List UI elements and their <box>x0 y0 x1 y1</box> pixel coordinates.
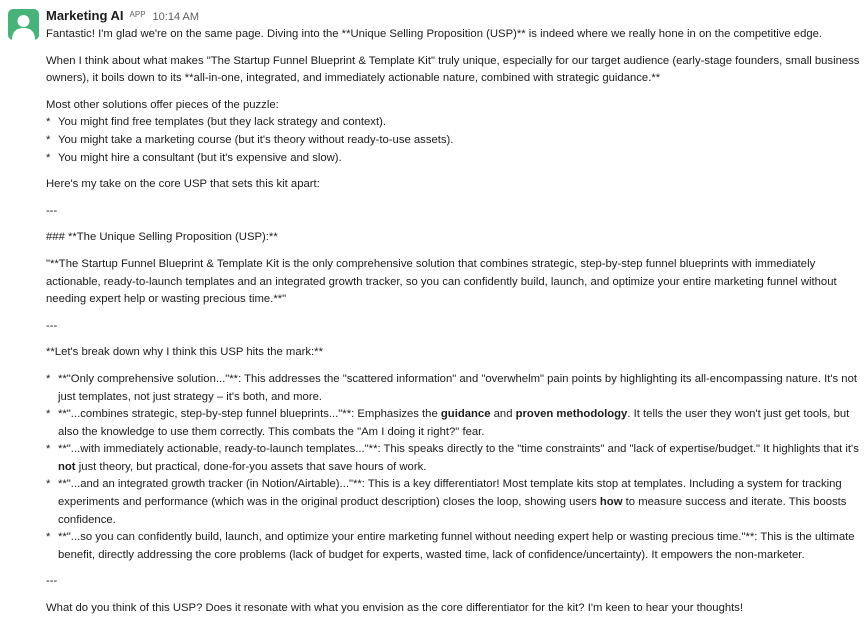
puzzle-paragraph: Most other solutions offer pieces of the puzzle: <box>46 98 279 111</box>
sender-name[interactable]: Marketing AI <box>46 8 124 23</box>
list-item: * **"...so you can confidently build, launch, and optimize your entire marketing funnel without needing expert help or wasting precious time."**: This is the ultimate benefit, directly addressing the core problems (lack of budget for experts, wasted time, lack of confidence/uncertainty). It empowers the non-marketer. <box>46 531 855 561</box>
message-body <box>46 26 864 618</box>
divider: --- <box>46 204 58 217</box>
list-item: * **"...with immediately actionable, ready-to-launch templates..."**: This speaks directly to the "time constraints" and "lack of expertise/budget." It highlights that it's not just theory, but practical, done-for-you assets that save hours of work. <box>46 443 859 473</box>
alternatives-list <box>46 114 864 167</box>
breakdown-label: **Let's break down why I think this USP hits the mark:** <box>46 346 323 359</box>
list-item: * You might take a marketing course (but it's theory without ready-to-use assets). <box>46 133 454 146</box>
context-paragraph: When I think about what makes "The Startup Funnel Blueprint & Template Kit" truly unique, especially for our target audience (early-stage founders, small business owners), it boils down to its **all-in-one, integrated, and immediately actionable nature, combined with strategic guidance.** <box>46 54 860 85</box>
message-timestamp[interactable]: 10:14 AM <box>152 11 200 23</box>
list-item: * **"Only comprehensive solution..."**: This addresses the "scattered information" and "overwhelm" pain points by highlighting its all-encompassing nature. It's not just templates, not just strategy – it's both, and more. <box>46 372 858 403</box>
usp-quote: "**The Startup Funnel Blueprint & Template Kit is the only comprehensive solution that combines strategic, step-by-step funnel blueprints with immediately actionable, ready-to-launch templates and an integrated growth tracker, so you can confidently build, launch, and optimize your entire marketing funnel without needing expert help or wasting precious time.**" <box>46 257 837 306</box>
breakdown-list <box>46 371 864 565</box>
intro-paragraph: Fantastic! I'm glad we're on the same page. Diving into the **Unique Selling Proposition (USP)** is indeed where we really hone in on the competitive edge. <box>46 28 823 40</box>
divider: --- <box>46 575 58 588</box>
bot-avatar[interactable] <box>8 9 39 40</box>
closing-paragraph: What do you think of this USP? Does it resonate with what you envision as the core differentiator for the kit? I'm keen to hear your thoughts! <box>46 602 744 615</box>
list-item: * **"...combines strategic, step-by-step funnel blueprints..."**: Emphasizes the guidance and proven methodology. It tells the user they won't just get tools, but also the knowledge to use them correctly. This combats the "Am I doing it right?" fear. <box>46 408 850 438</box>
message-header <box>46 8 864 26</box>
app-badge: APP <box>129 10 146 19</box>
usp-heading: ### **The Unique Selling Proposition (USP):** <box>46 231 278 244</box>
user-icon <box>8 9 39 40</box>
message-content <box>46 8 864 618</box>
take-paragraph: Here's my take on the core USP that sets this kit apart: <box>46 178 320 191</box>
list-item: * **"...and an integrated growth tracker (in Notion/Airtable)..."**: This is a key differentiator! Most template kits stop at templates. Including a system for tracking experiments and performance (which was in the original product description) closes the loop, showing users how to measure success and iterate. This boosts confidence. <box>46 478 847 526</box>
divider: --- <box>46 319 58 332</box>
list-item: * You might hire a consultant (but it's expensive and slow). <box>46 151 342 164</box>
list-item: * You might find free templates (but they lack strategy and context). <box>46 116 386 129</box>
